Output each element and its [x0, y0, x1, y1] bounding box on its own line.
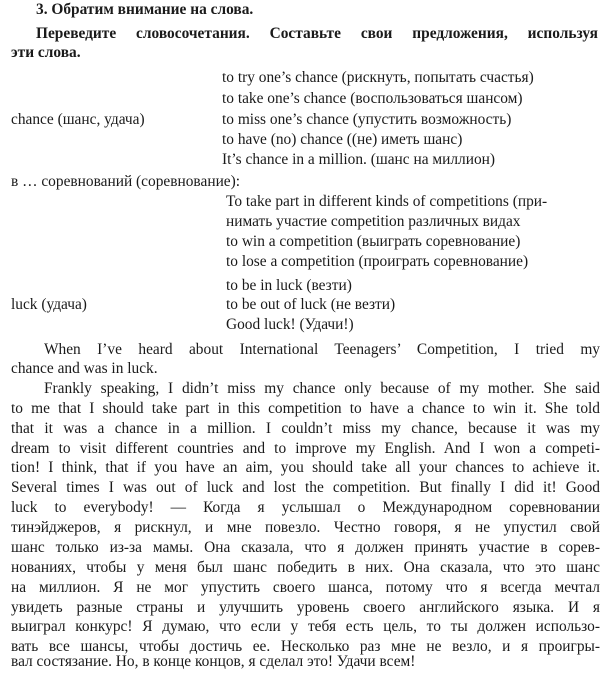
- para2-line-8: тинэйджеров, я рискнул, и мне повезло. Честно говоря, я не упустил свой: [11, 519, 600, 536]
- chance-phrase-5: It’s chance in a million. (шанс на миллион): [222, 151, 496, 168]
- para2-line-4: dream to visit different countries and to improve my English. And I won a competi-: [11, 440, 600, 457]
- para1-line-1: When I’ve heard about International Teenagers’ Competition, I tried my: [44, 341, 600, 358]
- luck-phrase-3: Good luck! (Удачи!): [226, 316, 354, 333]
- para2-line-9: шанс только из-за мамы. Она сказала, что я должен принять участие в сорев-: [11, 539, 600, 556]
- competition-phrase-4: to lose a competition (проиграть соревнование): [226, 253, 529, 270]
- chance-headword: chance (шанс, удача): [11, 111, 145, 128]
- luck-headword: luck (удача): [11, 296, 87, 313]
- para2-line-11: на миллион. Я не мог упустить своего шанса, потому что я всегда мечтал: [11, 579, 600, 596]
- exercise-heading: 3. Обратим внимание на слова.: [36, 1, 254, 18]
- para2-line-7: luck to everybody! — Когда я услышал о Международном соревновании: [11, 499, 600, 516]
- para2-line-5: tion! I think, that if you have an aim, you should take all your chances to achieve it.: [11, 459, 600, 476]
- competition-phrase-3: to win a competition (выиграть соревнование): [226, 233, 521, 250]
- chance-phrase-2: to take one’s chance (воспользоваться шансом): [222, 90, 523, 107]
- para2-line-1: Frankly speaking, I didn’t miss my chance only because of my mother. She said: [44, 380, 600, 397]
- para2-line-2: to me that I should take part in this competition to have a chance to win it. She told: [11, 400, 600, 417]
- instruction-line-1: Переведите словосочетания. Составьте свои предложения, используя: [36, 25, 598, 42]
- competition-phrase-1: To take part in different kinds of competitions (при-: [226, 193, 548, 210]
- chance-phrase-3: to miss one’s chance (упустить возможность): [222, 111, 512, 128]
- para1-line-2: chance and was in luck.: [11, 360, 158, 377]
- para2-line-15: вал состязание. Но, в конце концов, я сделал это! Удачи всем!: [11, 653, 416, 670]
- para2-line-6: Several times I was out of luck and lost the competition. But finally I did it! Good: [11, 479, 600, 496]
- para2-line-10: нованиях, чтобы у меня был шанс победить в них. Она сказала, что это шанс: [11, 559, 600, 576]
- instruction-line-2: эти слова.: [11, 44, 81, 61]
- chance-phrase-1: to try one’s chance (рискнуть, попытать счастья): [222, 69, 534, 86]
- competition-phrase-2: нимать участие competition различных видах: [226, 213, 521, 230]
- para2-line-13: выиграл конкурс! Я думаю, что если у тебя есть цель, то ты должен использо-: [11, 618, 600, 635]
- chance-phrase-4: to have (no) chance ((не) иметь шанс): [222, 131, 463, 148]
- luck-phrase-2: to be out of luck (не везти): [226, 296, 396, 313]
- luck-phrase-1: to be in luck (везти): [226, 277, 352, 294]
- competition-headword: в … соревнований (соревнование):: [11, 173, 241, 190]
- para2-line-3: that it was a chance in a million. I couldn’t miss my chance, because it was my: [11, 420, 600, 437]
- para2-line-14: вать все шансы, чтобы достичь ее. Несколько раз мне не везло, и я проигры-: [11, 638, 600, 655]
- para2-line-12: увидеть разные страны и улучшить уровень своего английского языка. И я: [11, 599, 600, 616]
